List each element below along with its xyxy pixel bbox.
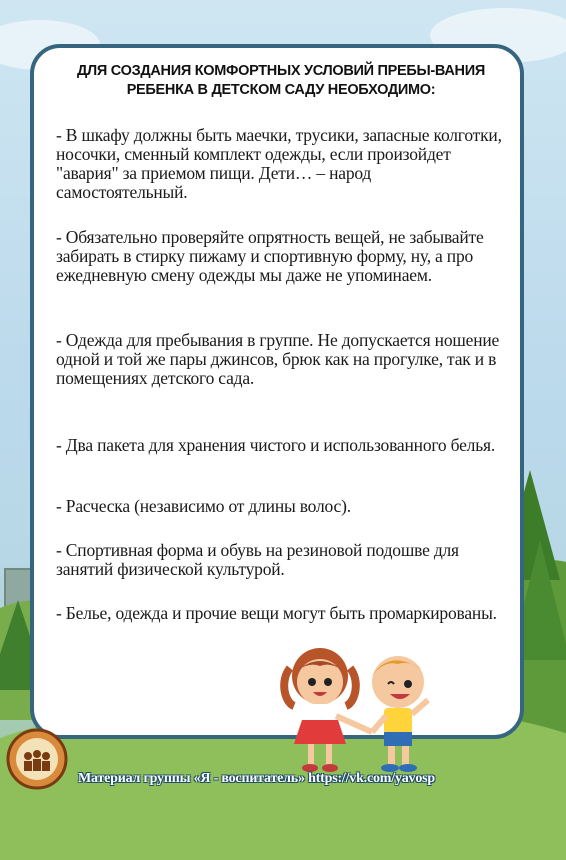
list-item-1: - В шкафу должны быть маечки, трусики, запасные колготки, носочки, сменный комплект одежды, если произойдет "авария" за приемом пищи. Дети… – народ самостоятельный. [56,125,502,202]
list-item-4: - Два пакета для хранения чистого и использованного белья. [56,435,496,455]
footer-credit: Материал группы «Я - воспитатель» https://vk.com/yavosp [78,771,435,786]
page-title: ДЛЯ СОЗДАНИЯ КОМФОРТНЫХ УСЛОВИЙ ПРЕБЫ-ВАНИЯ РЕБЕНКА В ДЕТСКОМ САДУ НЕОБХОДИМО: [77,63,485,98]
list-item-3: - Одежда для пребывания в группе. Не допускается ношение одной и той же пары джинсов, брюк как на прогулке, так и в помещениях детского сада. [56,330,500,388]
list-item-7: - Белье, одежда и прочие вещи могут быть промаркированы. [56,603,497,623]
list-item-5: - Расческа (независимо от длины волос). [56,496,351,516]
children-holding-hands-icon [280,640,440,780]
group-logo-icon [6,728,68,790]
list-item-2: - Обязательно проверяйте опрятность вещей, не забывайте забирать в стирку пижаму и спортивную форму, ну, а про ежедневную смену одежды мы даже не упоминаем. [56,227,484,285]
list-item-6: - Спортивная форма и обувь на резиновой подошве для занятий физической культурой. [56,540,459,579]
